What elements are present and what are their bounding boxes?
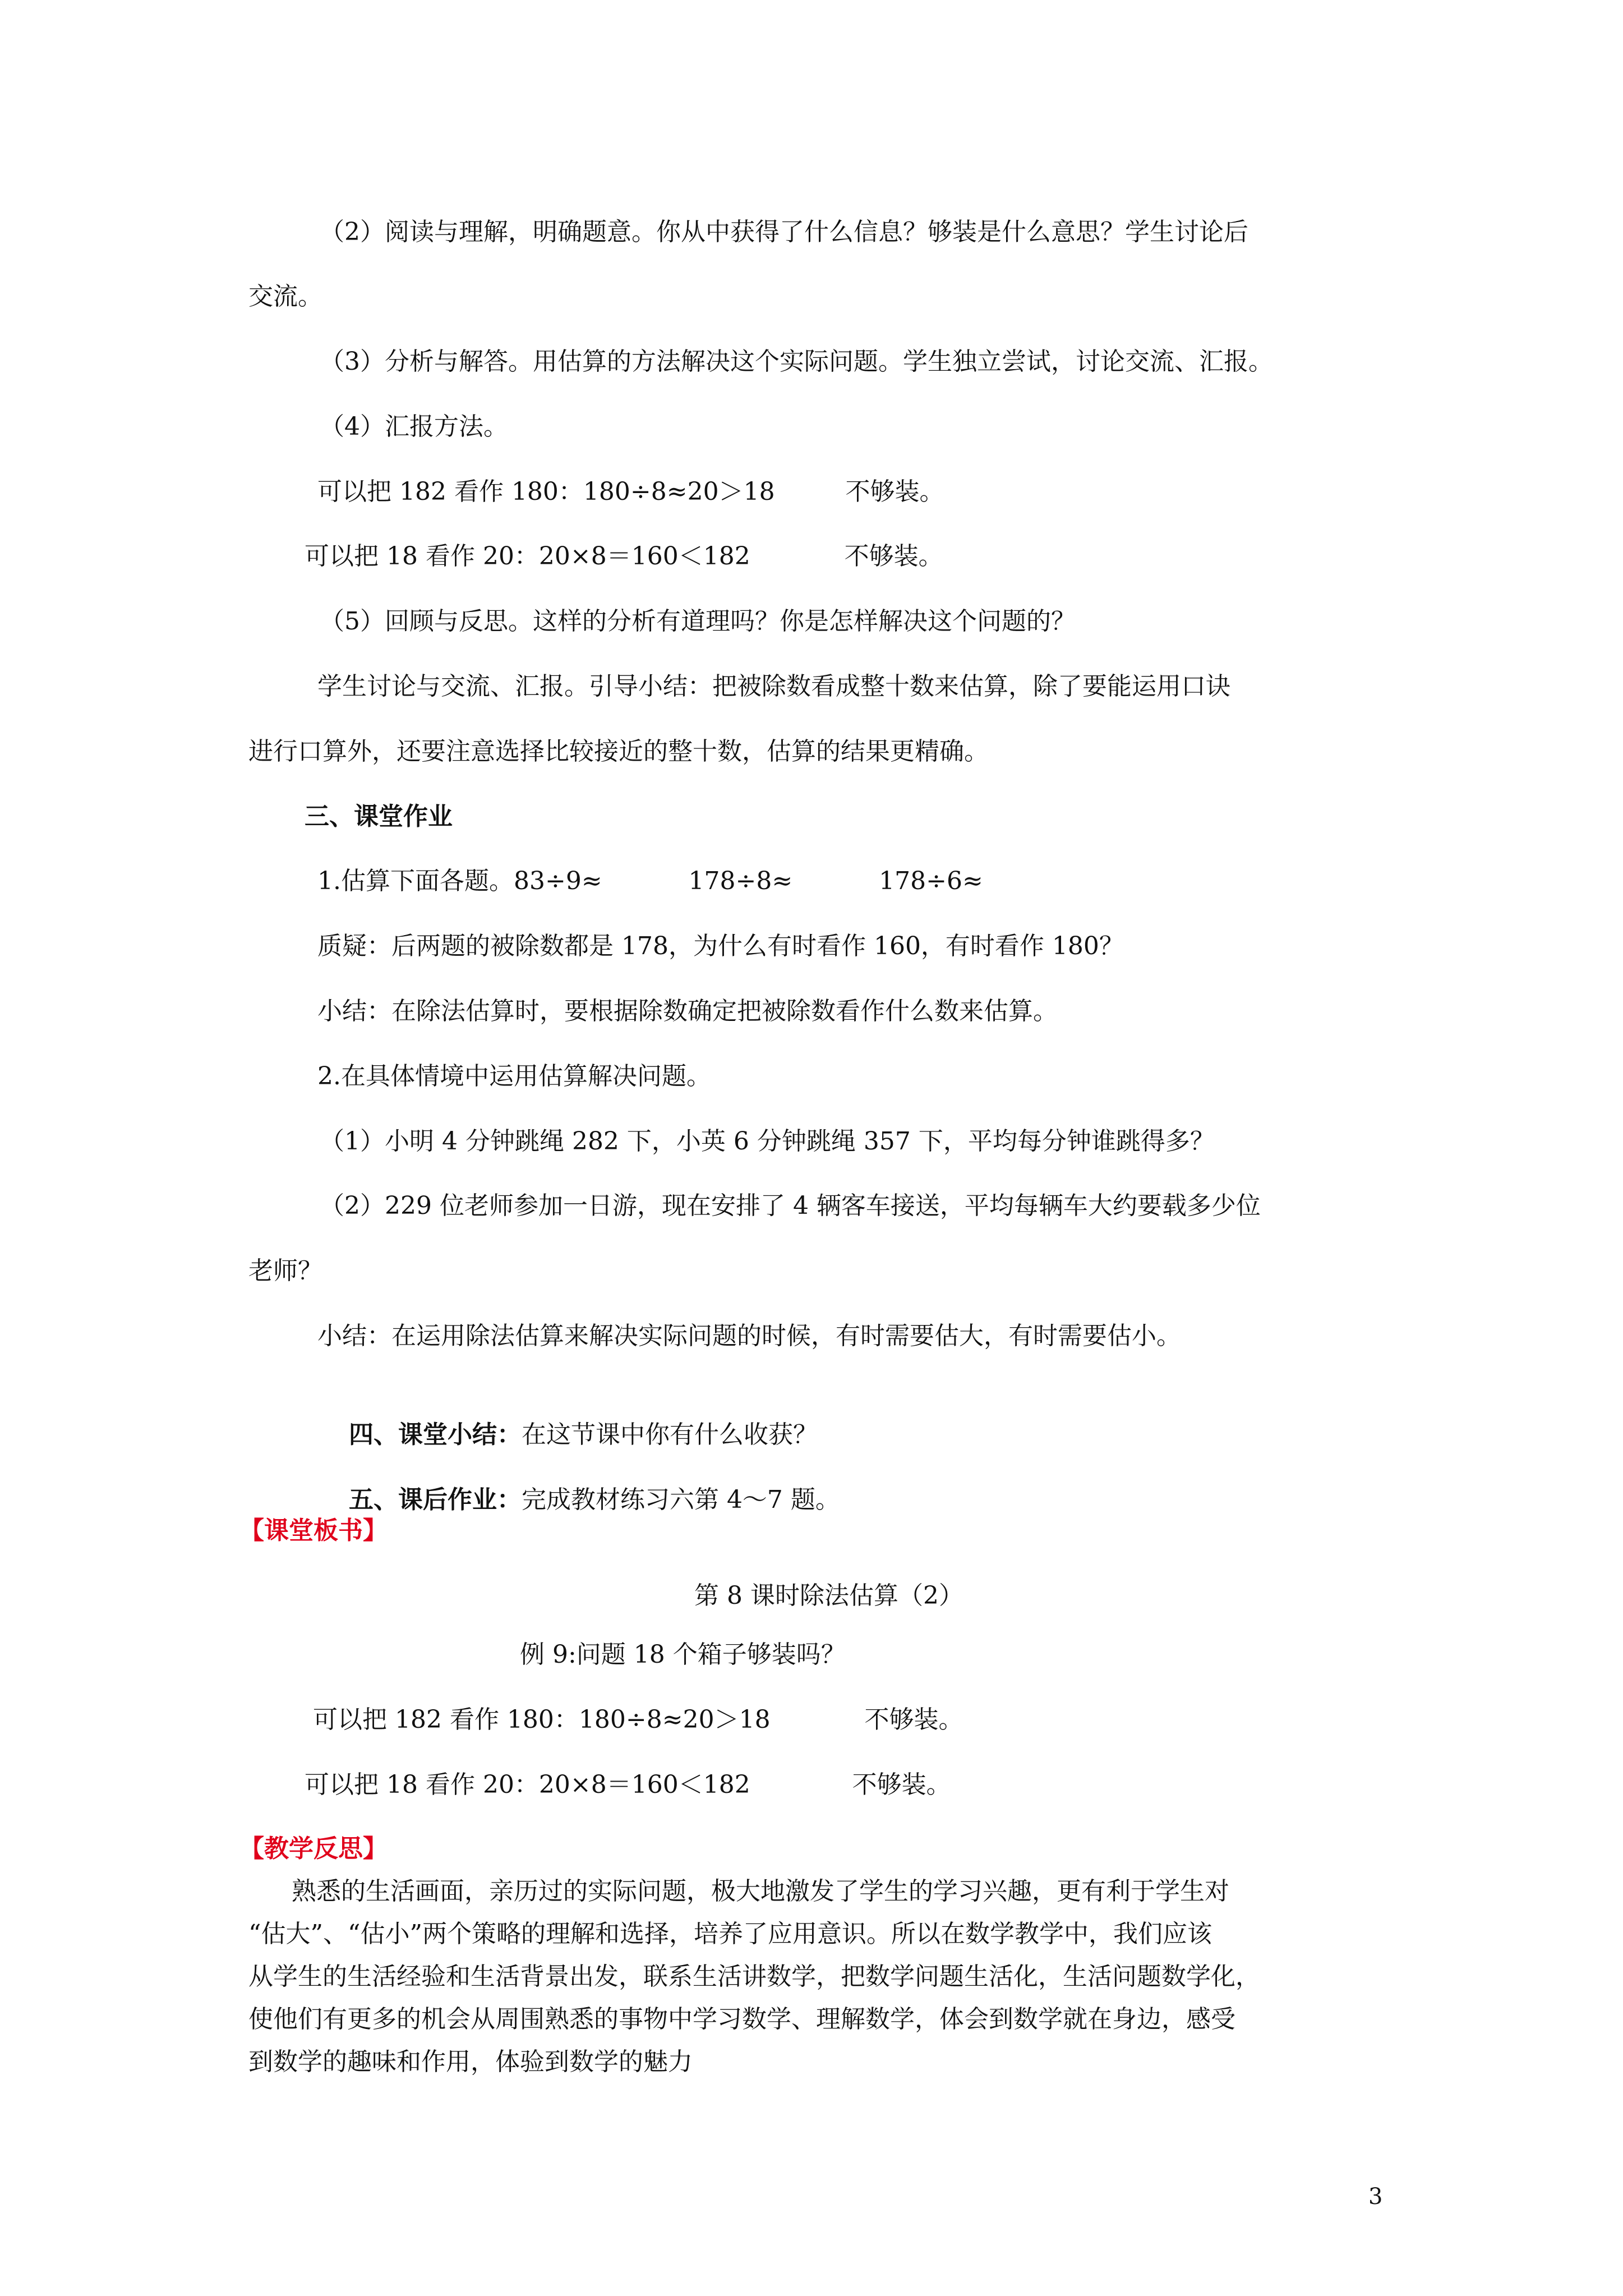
question-text: 质疑：后两题的被除数都是 178，为什么有时看作 160，有时看作 180？ <box>317 932 1124 960</box>
reflection-line-4: 使他们有更多的机会从周围熟悉的事物中学习数学、理解数学，体会到数学就在身边，感受 <box>248 2005 1235 2033</box>
section-after-class <box>317 1450 840 1550</box>
homework-item-2-2: （2）229 位老师参加一日游，现在安排了 4 辆客车接送，平均每辆车大约要载多少位 <box>320 1191 1261 1220</box>
summary-text-1: 小结：在除法估算时，要根据除数确定把被除数看作什么数来估算。 <box>317 997 1058 1025</box>
class-summary-text: 在这节课中你有什么收获？ <box>521 1420 818 1449</box>
paragraph-summary: 学生讨论与交流、汇报。引导小结：把被除数看成整十数来估算，除了要能运用口诀 <box>317 672 1230 701</box>
reflection-line-5: 到数学的趣味和作用，体验到数学的魅力 <box>248 2047 693 2076</box>
section-heading-class-summary: 四、课堂小结： <box>348 1420 522 1449</box>
blackboard-equation-1: 可以把 182 看作 180：180÷8≈20＞18 不够装。 <box>313 1705 963 1734</box>
estimate-equation-1: 可以把 182 看作 180：180÷8≈20＞18 不够装。 <box>317 477 944 506</box>
reflection-line-1: 熟悉的生活画面，亲历过的实际问题，极大地激发了学生的学习兴趣，更有利于学生对 <box>292 1877 1229 1906</box>
blackboard-equation-2: 可以把 18 看作 20：20×8＝160＜182 不够装。 <box>305 1770 951 1799</box>
reflection-heading: 【教学反思】 <box>239 1834 388 1863</box>
paragraph-summary-cont: 进行口算外，还要注意选择比较接近的整十数，估算的结果更精确。 <box>248 737 989 766</box>
blackboard-example: 例 9:问题 18 个箱子够装吗？ <box>520 1640 846 1669</box>
paragraph-step-4: （4）汇报方法。 <box>320 412 508 441</box>
after-class-text: 完成教材练习六第 4～7 题。 <box>521 1485 840 1514</box>
section-heading-after-class: 五、课后作业： <box>348 1485 522 1514</box>
estimate-equation-2: 可以把 18 看作 20：20×8＝160＜182 不够装。 <box>305 542 943 570</box>
homework-item-2-1: （1）小明 4 分钟跳绳 282 下，小英 6 分钟跳绳 357 下，平均每分钟谁跳得多？ <box>320 1127 1215 1156</box>
homework-item-2-2-cont: 老师？ <box>248 1257 322 1285</box>
paragraph-step-3: （3）分析与解答。用估算的方法解决这个实际问题。学生独立尝试，讨论交流、汇报。 <box>320 347 1273 376</box>
reflection-line-2: “估大”、“估小”两个策略的理解和选择，培养了应用意识。所以在数学教学中，我们应该 <box>248 1920 1212 1948</box>
summary-text-2: 小结：在运用除法估算来解决实际问题的时候，有时需要估大，有时需要估小。 <box>317 1322 1181 1350</box>
paragraph-step-2-cont: 交流。 <box>248 282 322 311</box>
blackboard-heading: 【课堂板书】 <box>239 1516 388 1545</box>
paragraph-step-2: （2）阅读与理解，明确题意。你从中获得了什么信息？够装是什么意思？学生讨论后 <box>320 218 1248 246</box>
homework-item-1: 1.估算下面各题。83÷9≈ 178÷8≈ 178÷6≈ <box>317 867 983 895</box>
section-heading-classwork: 三、课堂作业 <box>305 802 453 831</box>
homework-item-2: 2.在具体情境中运用估算解决问题。 <box>317 1062 711 1091</box>
blackboard-title: 第 8 课时除法估算（2） <box>694 1581 963 1610</box>
page-number: 3 <box>1368 2184 1383 2210</box>
paragraph-step-5: （5）回顾与反思。这样的分析有道理吗？你是怎样解决这个问题的？ <box>320 607 1076 636</box>
reflection-line-3: 从学生的生活经验和生活背景出发，联系生活讲数学，把数学问题生活化，生活问题数学化， <box>248 1962 1260 1991</box>
